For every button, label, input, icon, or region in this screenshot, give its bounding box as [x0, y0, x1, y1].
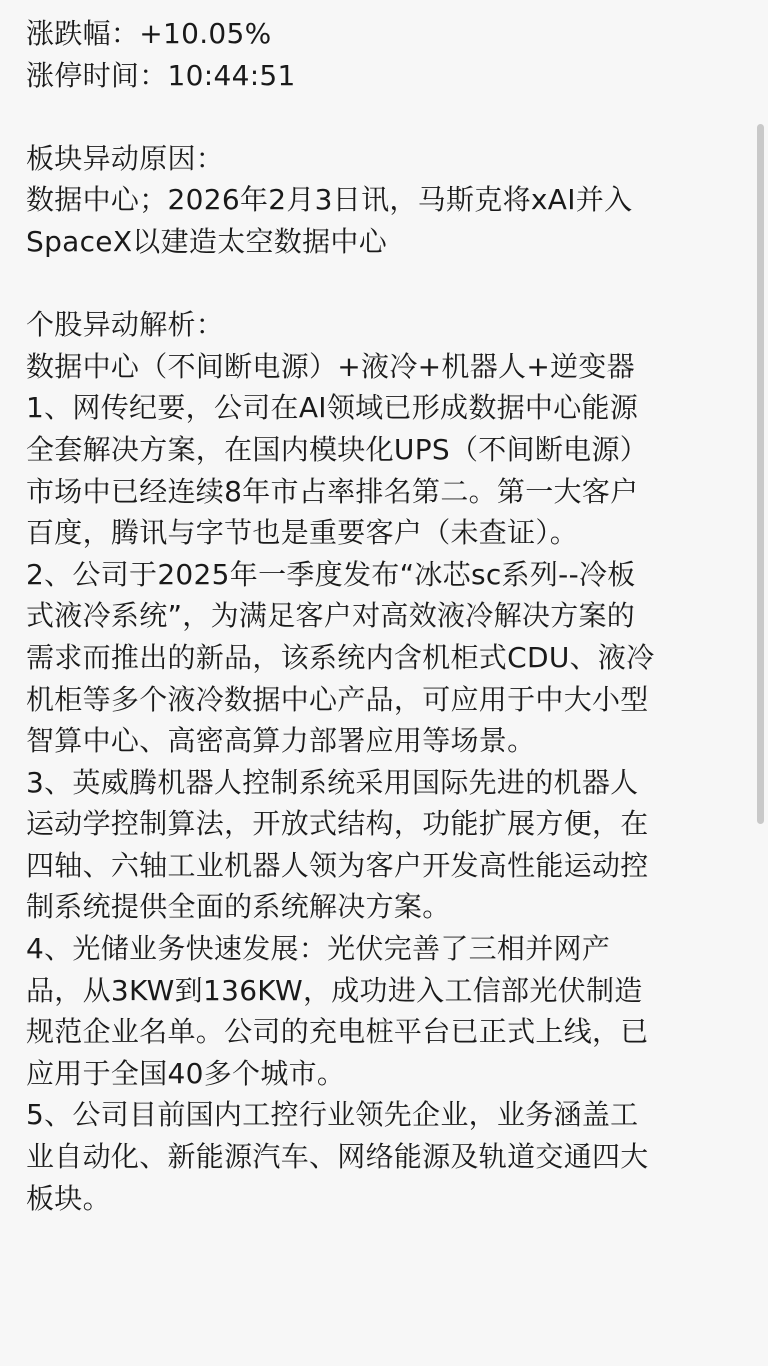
point-3-line: 制系统提供全面的系统解决方案。: [26, 890, 451, 924]
point-4-line: 品，从3KW到136KW，成功进入工信部光伏制造: [26, 973, 643, 1007]
paragraph-gap: [26, 96, 746, 138]
point-5-line: 5、公司目前国内工控行业领先企业，业务涵盖工: [26, 1098, 639, 1132]
point-2-line: 智算中心、高密高算力部署应用等场景。: [26, 724, 536, 758]
stock-analysis-heading: 个股异动解析：: [26, 308, 225, 342]
point-2-line: 2、公司于2025年一季度发布“冰芯sc系列--冷板: [26, 557, 636, 591]
point-1-line: 百度，腾讯与字节也是重要客户（未查证）。: [26, 516, 579, 550]
point-5-line: 业自动化、新能源汽车、网络能源及轨道交通四大: [26, 1140, 649, 1174]
point-4-line: 4、光储业务快速发展：光伏完善了三相并网产: [26, 932, 611, 966]
point-3-line: 3、英威腾机器人控制系统采用国际先进的机器人: [26, 765, 639, 799]
point-1-line: 市场中已经连续8年市占率排名第二。第一大客户: [26, 474, 639, 508]
point-4-line: 应用于全国40多个城市。: [26, 1056, 346, 1090]
point-5-line: 板块。: [26, 1181, 111, 1215]
sector-reason-line: 数据中心；2026年2月3日讯，马斯克将xAI并入: [26, 183, 633, 217]
paragraph-gap: [26, 263, 746, 305]
point-1-line: 1、网传纪要，公司在AI领域已形成数据中心能源: [26, 391, 639, 425]
point-4-line: 规范企业名单。公司的充电桩平台已正式上线，已: [26, 1015, 649, 1049]
point-2-line: 式液冷系统”，为满足客户对高效液冷解决方案的: [26, 599, 636, 633]
limit-up-time-line: 涨停时间：10:44:51: [26, 58, 296, 92]
point-3-line: 运动学控制算法，开放式结构，功能扩展方便，在: [26, 807, 649, 841]
change-percent-line: 涨跌幅：+10.05%: [26, 17, 272, 50]
point-2-line: 需求而推出的新品，该系统内含机柜式CDU、液冷: [26, 640, 655, 674]
point-1-line: 全套解决方案，在国内模块化UPS（不间断电源）: [26, 432, 649, 466]
point-3-line: 四轴、六轴工业机器人领为客户开发高性能运动控: [26, 848, 649, 882]
stock-analysis-summary: 数据中心（不间断电源）+液冷+机器人+逆变器: [26, 349, 635, 383]
vertical-scrollbar[interactable]: [757, 124, 764, 824]
sector-reason-heading: 板块异动原因：: [26, 141, 225, 175]
point-2-line: 机柜等多个液冷数据中心产品，可应用于中大小型: [26, 682, 649, 716]
sector-reason-line: SpaceX以建造太空数据中心: [26, 224, 388, 258]
article-body: [26, 13, 746, 1219]
